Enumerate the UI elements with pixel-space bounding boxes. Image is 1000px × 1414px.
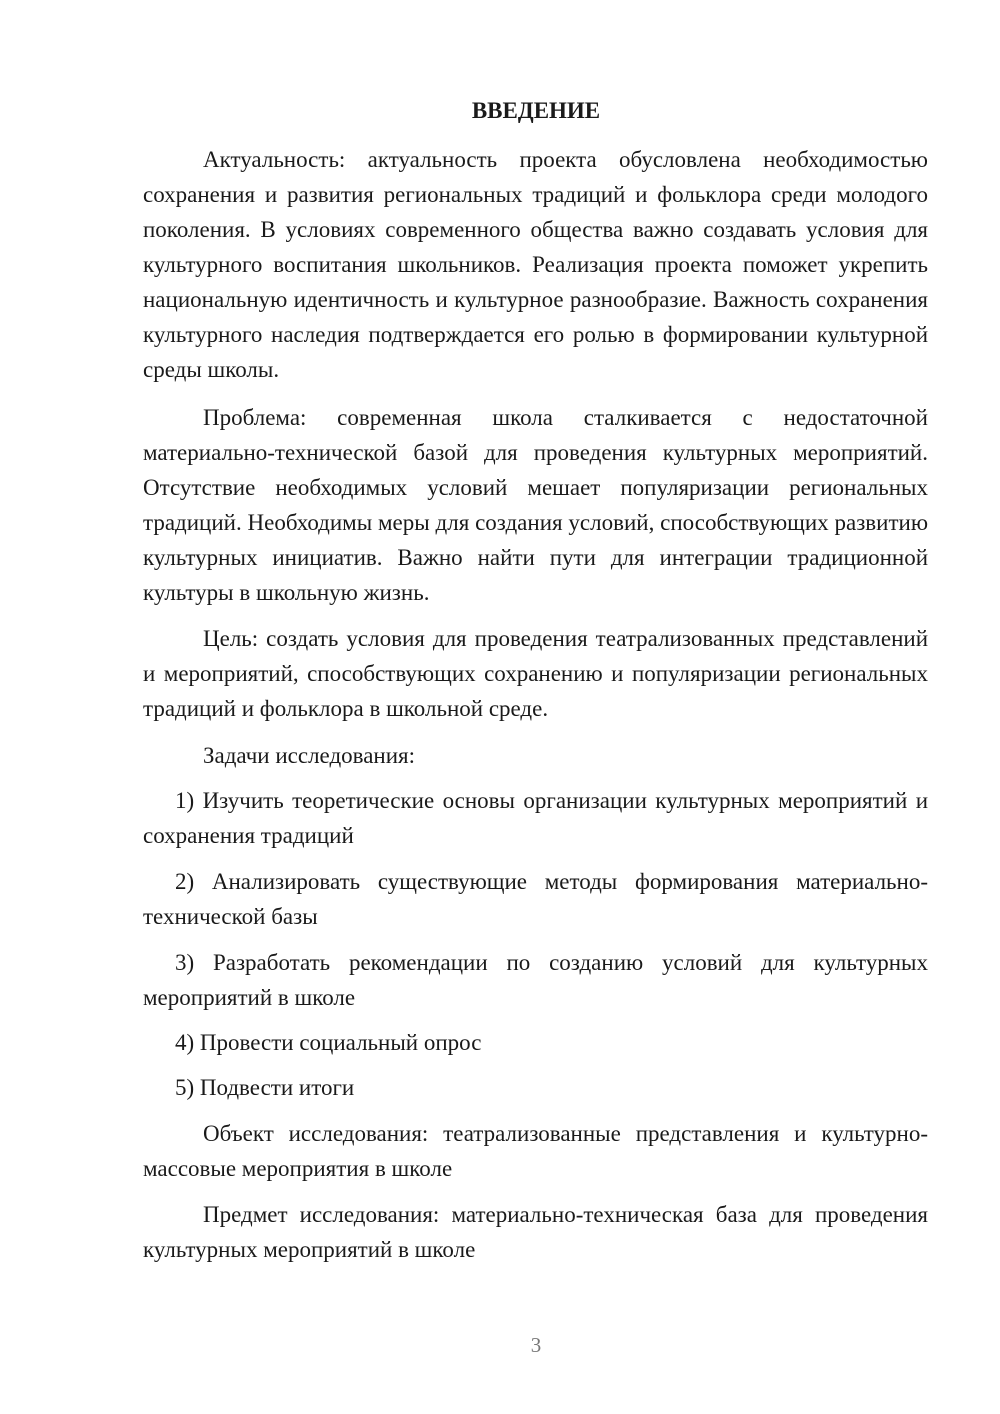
- paragraph-goal: Цель: создать условия для проведения театрализованных представлений и мероприятий, способствующих сохранению и популяризации региональных традиций и фольклора в школьной среде.: [143, 626, 928, 721]
- page-title: ВВЕДЕНИЕ: [471, 98, 601, 123]
- task-item: 3) Разработать рекомендации по созданию условий для культурных мероприятий в школе: [143, 950, 928, 1010]
- task-item: 4) Провести социальный опрос: [175, 1030, 482, 1055]
- page-number: 3: [530, 1333, 542, 1357]
- task-item: 1) Изучить теоретические основы организации культурных мероприятий и сохранения традиций: [143, 788, 928, 848]
- paragraph-relevance: Актуальность: актуальность проекта обусловлена необходимостью сохранения и развития региональных традиций и фольклора среди молодого поколения. В условиях современного общества важно создавать условия для культурного воспитания школьников. Реализация проекта поможет укрепить национальную идентичность и культурное разнообразие. Важность сохранения культурного наследия подтверждается его ролью в формировании культурной среды школы.: [143, 147, 928, 382]
- paragraph-object: Объект исследования: театрализованные представления и культурно-массовые мероприятия в школе: [143, 1121, 928, 1181]
- paragraph-subject: Предмет исследования: материально-техническая база для проведения культурных мероприятий в школе: [143, 1202, 928, 1262]
- tasks-heading: Задачи исследования:: [203, 743, 416, 768]
- paragraph-problem: Проблема: современная школа сталкивается с недостаточной материально-технической базой для проведения культурных мероприятий. Отсутствие необходимых условий мешает популяризации региональных традиций. Необходимы меры для создания условий, способствующих развитию культурных инициатив. Важно найти пути для интеграции традиционной культуры в школьную жизнь.: [143, 405, 928, 605]
- task-item: 2) Анализировать существующие методы формирования материально-технической базы: [143, 869, 928, 929]
- task-item: 5) Подвести итоги: [175, 1075, 355, 1100]
